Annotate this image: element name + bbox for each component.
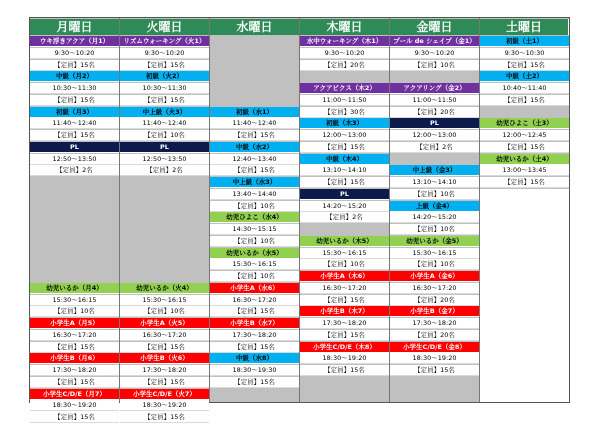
class-name-label: 初級（月3） xyxy=(30,107,119,118)
class-capacity: 【定員】2名 xyxy=(300,212,389,223)
class-time: 13:00〜13:45 xyxy=(480,165,569,176)
class-time: 17:30〜18:20 xyxy=(120,365,209,376)
class-time: 13:10〜14:10 xyxy=(390,177,479,188)
class-name-label: プール de シェイプ（金1） xyxy=(390,36,479,47)
class-capacity: 【定員】10名 xyxy=(120,306,209,317)
class-capacity: 【定員】15名 xyxy=(120,95,209,106)
class-time: 16:30〜17:20 xyxy=(120,330,209,341)
column-divider xyxy=(389,18,390,402)
day-column xyxy=(210,36,299,402)
class-capacity: 【定員】15名 xyxy=(120,377,209,388)
class-name-label: 幼児いるか（月4） xyxy=(30,283,119,294)
class-time: 18:30〜19:20 xyxy=(30,400,119,411)
class-time: 18:30〜19:20 xyxy=(120,400,209,411)
class-time: 16:30〜17:20 xyxy=(390,283,479,294)
day-header: 水曜日 xyxy=(210,19,300,35)
class-time: 10:30〜11:30 xyxy=(120,83,209,94)
class-capacity: 【定員】10名 xyxy=(120,130,209,141)
class-name-label: 幼児いるか（水5） xyxy=(210,248,299,259)
empty-area xyxy=(480,189,569,402)
class-capacity: 【定員】15名 xyxy=(210,306,299,317)
class-name-label: 初級（土1） xyxy=(480,36,569,47)
day-column xyxy=(480,36,569,402)
class-time: 10:40〜11:40 xyxy=(480,83,569,94)
class-name-label: 小学生C/D/E（木8） xyxy=(300,342,389,353)
class-name-label: 中級（土2） xyxy=(480,71,569,82)
class-capacity: 【定員】15名 xyxy=(300,177,389,188)
class-time: 9:30〜10:20 xyxy=(300,48,389,59)
day-column xyxy=(390,36,479,402)
class-capacity: 【定員】2名 xyxy=(120,165,209,176)
class-name-label: 中上級（金3） xyxy=(390,165,479,176)
class-capacity: 【定員】15名 xyxy=(30,130,119,141)
class-name-label: 幼児ひよこ（水4） xyxy=(210,212,299,223)
class-capacity: 【定員】15名 xyxy=(210,377,299,388)
class-time: 12:00〜12:45 xyxy=(480,130,569,141)
class-name-label: PL xyxy=(390,118,479,129)
class-capacity: 【定員】20名 xyxy=(390,107,479,118)
class-name-label: アクアビクス（木2） xyxy=(300,83,389,94)
day-column xyxy=(30,36,119,421)
class-name-label: 小学生A（金6） xyxy=(390,271,479,282)
class-name-label: 初級（水1） xyxy=(210,107,299,118)
class-capacity: 【定員】10名 xyxy=(210,236,299,247)
class-name-label: 初級（火2） xyxy=(120,71,209,82)
class-name-label: 小学生A（水6） xyxy=(210,283,299,294)
class-name-label: 小学生A（火5） xyxy=(120,318,209,329)
class-time: 16:30〜17:20 xyxy=(210,295,299,306)
class-time: 16:30〜17:20 xyxy=(30,330,119,341)
column-divider xyxy=(299,18,300,402)
class-time: 9:30〜10:20 xyxy=(30,48,119,59)
class-capacity: 【定員】15名 xyxy=(120,60,209,71)
class-name-label: アクアリング（金2） xyxy=(390,83,479,94)
class-time: 15:30〜16:15 xyxy=(120,295,209,306)
class-time: 17:30〜18:20 xyxy=(300,318,389,329)
schedule-table xyxy=(29,17,570,421)
class-capacity: 【定員】10名 xyxy=(390,60,479,71)
column-divider xyxy=(209,18,210,402)
class-name-label: PL xyxy=(120,142,209,153)
class-time: 15:30〜16:15 xyxy=(390,248,479,259)
class-name-label: 小学生B（水7） xyxy=(210,318,299,329)
day-header: 火曜日 xyxy=(120,19,210,35)
class-capacity: 【定員】15名 xyxy=(210,130,299,141)
class-time: 14:30〜15:15 xyxy=(210,224,299,235)
class-name-label: 小学生A（木6） xyxy=(300,271,389,282)
class-capacity: 【定員】15名 xyxy=(30,342,119,353)
class-capacity: 【定員】15名 xyxy=(390,365,479,376)
class-time: 14:20〜15:20 xyxy=(390,212,479,223)
class-capacity: 【定員】15名 xyxy=(300,365,389,376)
class-name-label: PL xyxy=(300,189,389,200)
class-capacity: 【定員】15名 xyxy=(30,377,119,388)
class-name-label: 中上級（水3） xyxy=(210,177,299,188)
class-time: 18:30〜19:20 xyxy=(300,353,389,364)
day-column xyxy=(300,36,389,402)
class-name-label: 初級（木3） xyxy=(300,118,389,129)
class-time: 14:20〜15:20 xyxy=(300,201,389,212)
class-time: 16:30〜17:20 xyxy=(300,283,389,294)
class-name-label: 水中ウォーキング（木1） xyxy=(300,36,389,47)
class-capacity: 【定員】10名 xyxy=(210,201,299,212)
class-capacity: 【定員】15名 xyxy=(300,330,389,341)
class-capacity: 【定員】20名 xyxy=(390,295,479,306)
class-time: 18:30〜19:20 xyxy=(390,353,479,364)
class-capacity: 【定員】10名 xyxy=(390,224,479,235)
day-header: 金曜日 xyxy=(390,19,480,35)
class-name-label: PL xyxy=(30,142,119,153)
day-header: 木曜日 xyxy=(300,19,390,35)
class-capacity: 【定員】10名 xyxy=(390,189,479,200)
class-capacity: 【定員】15名 xyxy=(30,60,119,71)
class-time: 11:40〜12:40 xyxy=(210,118,299,129)
class-name-label: 小学生A（月5） xyxy=(30,318,119,329)
class-name-label: 中級（水2） xyxy=(210,142,299,153)
class-time: 11:40〜12:40 xyxy=(120,118,209,129)
class-time: 13:10〜14:10 xyxy=(300,165,389,176)
class-capacity: 【定員】15名 xyxy=(30,412,119,423)
class-name-label: 小学生C/D/E（火7） xyxy=(120,389,209,400)
class-time: 12:00〜13:00 xyxy=(390,130,479,141)
class-name-label: リズムウォーキング（火1） xyxy=(120,36,209,47)
class-capacity: 【定員】10名 xyxy=(390,259,479,270)
class-name-label: 幼児いるか（土4） xyxy=(480,154,569,165)
class-time: 15:30〜16:15 xyxy=(30,295,119,306)
class-time: 17:30〜18:20 xyxy=(30,365,119,376)
class-capacity: 【定員】20名 xyxy=(300,60,389,71)
class-time: 17:30〜18:20 xyxy=(390,318,479,329)
class-capacity: 【定員】10名 xyxy=(210,271,299,282)
class-capacity: 【定員】2名 xyxy=(390,142,479,153)
class-time: 11:00〜11:50 xyxy=(390,95,479,106)
class-capacity: 【定員】2名 xyxy=(30,165,119,176)
class-capacity: 【定員】15名 xyxy=(210,342,299,353)
class-time: 15:30〜16:15 xyxy=(300,248,389,259)
column-divider xyxy=(119,18,120,402)
class-capacity: 【定員】15名 xyxy=(480,60,569,71)
class-capacity: 【定員】15名 xyxy=(300,295,389,306)
class-time: 13:40〜14:40 xyxy=(210,189,299,200)
class-capacity: 【定員】30名 xyxy=(300,107,389,118)
class-time: 12:50〜13:50 xyxy=(120,154,209,165)
class-time: 9:30〜10:30 xyxy=(480,48,569,59)
class-capacity: 【定員】15名 xyxy=(120,342,209,353)
class-capacity: 【定員】15名 xyxy=(210,165,299,176)
class-name-label: 上級（金4） xyxy=(390,201,479,212)
class-capacity: 【定員】15名 xyxy=(120,412,209,423)
class-name-label: 小学生B（火6） xyxy=(120,353,209,364)
class-time: 9:30〜10:20 xyxy=(390,48,479,59)
class-name-label: 中級（木4） xyxy=(300,154,389,165)
class-name-label: 幼児いるか（木5） xyxy=(300,236,389,247)
class-name-label: 小学生C/D/E（月7） xyxy=(30,389,119,400)
class-capacity: 【定員】15名 xyxy=(480,142,569,153)
class-capacity: 【定員】15名 xyxy=(480,177,569,188)
class-name-label: 幼児いるか（火4） xyxy=(120,283,209,294)
class-name-label: 中級（水8） xyxy=(210,353,299,364)
class-name-label: 中上級（火3） xyxy=(120,107,209,118)
class-name-label: ウキ浮きアクア（月1） xyxy=(30,36,119,47)
class-time: 17:30〜18:20 xyxy=(210,330,299,341)
class-capacity: 【定員】15名 xyxy=(480,95,569,106)
class-time: 12:00〜13:00 xyxy=(300,130,389,141)
class-time: 12:40〜13:40 xyxy=(210,154,299,165)
class-time: 10:30〜11:30 xyxy=(30,83,119,94)
class-capacity: 【定員】10名 xyxy=(300,259,389,270)
class-capacity: 【定員】15名 xyxy=(300,142,389,153)
class-name-label: 小学生B（月6） xyxy=(30,353,119,364)
class-name-label: 幼児いるか（金5） xyxy=(390,236,479,247)
class-capacity: 【定員】20名 xyxy=(390,330,479,341)
day-column xyxy=(120,36,209,421)
class-name-label: 小学生C/D/E（金8） xyxy=(390,342,479,353)
class-time: 15:30〜16:15 xyxy=(210,259,299,270)
column-divider xyxy=(479,18,480,402)
class-name-label: 小学生B（金7） xyxy=(390,306,479,317)
day-header: 月曜日 xyxy=(30,19,120,35)
class-time: 18:30〜19:30 xyxy=(210,365,299,376)
class-name-label: 幼児ひよこ（土3） xyxy=(480,118,569,129)
class-capacity: 【定員】10名 xyxy=(30,306,119,317)
class-time: 9:30〜10:20 xyxy=(120,48,209,59)
class-time: 11:40〜12:40 xyxy=(30,118,119,129)
day-header: 土曜日 xyxy=(480,19,569,35)
class-capacity: 【定員】15名 xyxy=(30,95,119,106)
class-name-label: 中級（月2） xyxy=(30,71,119,82)
class-time: 11:00〜11:50 xyxy=(300,95,389,106)
class-name-label: 小学生B（木7） xyxy=(300,306,389,317)
class-time: 12:50〜13:50 xyxy=(30,154,119,165)
